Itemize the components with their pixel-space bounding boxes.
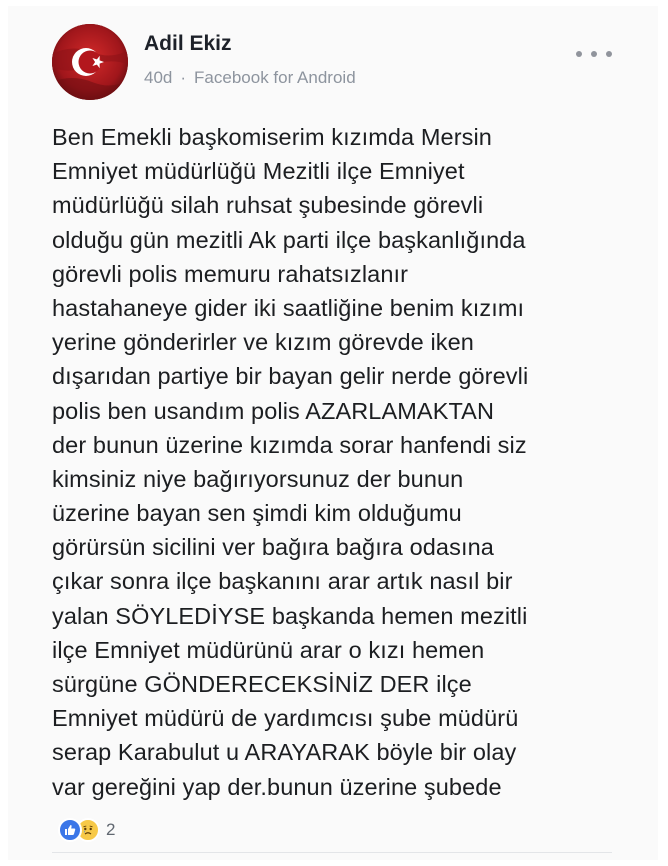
post-text-line: müdürlüğü silah ruhsat şubesinde görevli: [52, 192, 484, 219]
post-text-line: üzerine bayan sen şimdi kim olduğumu: [52, 500, 462, 527]
post-text-line: olduğu gün mezitli Ak parti ilçe başkanlığında: [52, 226, 526, 253]
more-dot: [576, 51, 582, 57]
like-icon: [58, 818, 82, 842]
post-text-line: görevli polis memuru rahatsızlanır: [52, 260, 409, 287]
post-text-line: serap Karabulut u ARAYARAK böyle bir olay: [52, 739, 517, 766]
avatar[interactable]: [52, 24, 128, 100]
post-text-line: Emniyet müdürlüğü Mezitli ilçe Emniyet: [52, 158, 465, 185]
post-text-line: var gereğini yap der.bunun üzerine şubede: [52, 773, 502, 800]
post-text-line: polis ben usandım polis AZARLAMAKTAN: [52, 397, 495, 424]
more-dot: [606, 51, 612, 57]
post-text-line: yerine gönderirler ve kızım görevde iken: [52, 329, 474, 356]
post-text-line: hastahaneye gider iki saatliğine benim kızımı: [52, 294, 525, 321]
more-options-icon[interactable]: [576, 44, 612, 64]
post-text-line: der bunun üzerine kızımda sorar hanfendi siz: [52, 431, 527, 458]
post-text: [52, 120, 622, 804]
post-header: [52, 24, 612, 114]
post-text-line: Ben Emekli başkomiserim kızımda Mersin: [52, 124, 492, 150]
post-text-line: Emniyet müdürü de yardımcısı şube müdürü: [52, 705, 519, 732]
turkish-flag-icon: [52, 24, 128, 100]
post-text-line: ilçe Emniyet müdürünü arar o kızı hemen: [52, 636, 485, 663]
post-text-line: yalan SÖYLEDİYSE başkanda hemen mezitli: [52, 602, 528, 629]
meta-separator: ·: [180, 68, 187, 87]
post-text-line: görürsün sicilini ver bağıra bağıra odasına: [52, 534, 494, 561]
post-text-line: kimsiniz niye bağırıyorsunuz der bunun: [52, 465, 464, 492]
post-meta: [144, 68, 356, 88]
post-time[interactable]: 40d: [144, 68, 173, 87]
reactions-summary[interactable]: [58, 818, 115, 842]
divider: [52, 852, 612, 853]
post-text-line: dışarıdan partiye bir bayan gelir nerde görevli: [52, 363, 529, 390]
author-name[interactable]: Adil Ekiz: [144, 32, 232, 55]
post-text-line: çıkar sonra ilçe başkanını arar artık nasıl bir: [52, 568, 513, 595]
post-source: Facebook for Android: [194, 68, 356, 87]
more-dot: [591, 51, 597, 57]
post-text-line: sürgüne GÖNDERECEKSİNİZ DER ilçe: [52, 671, 472, 697]
reaction-count: 2: [106, 820, 116, 839]
